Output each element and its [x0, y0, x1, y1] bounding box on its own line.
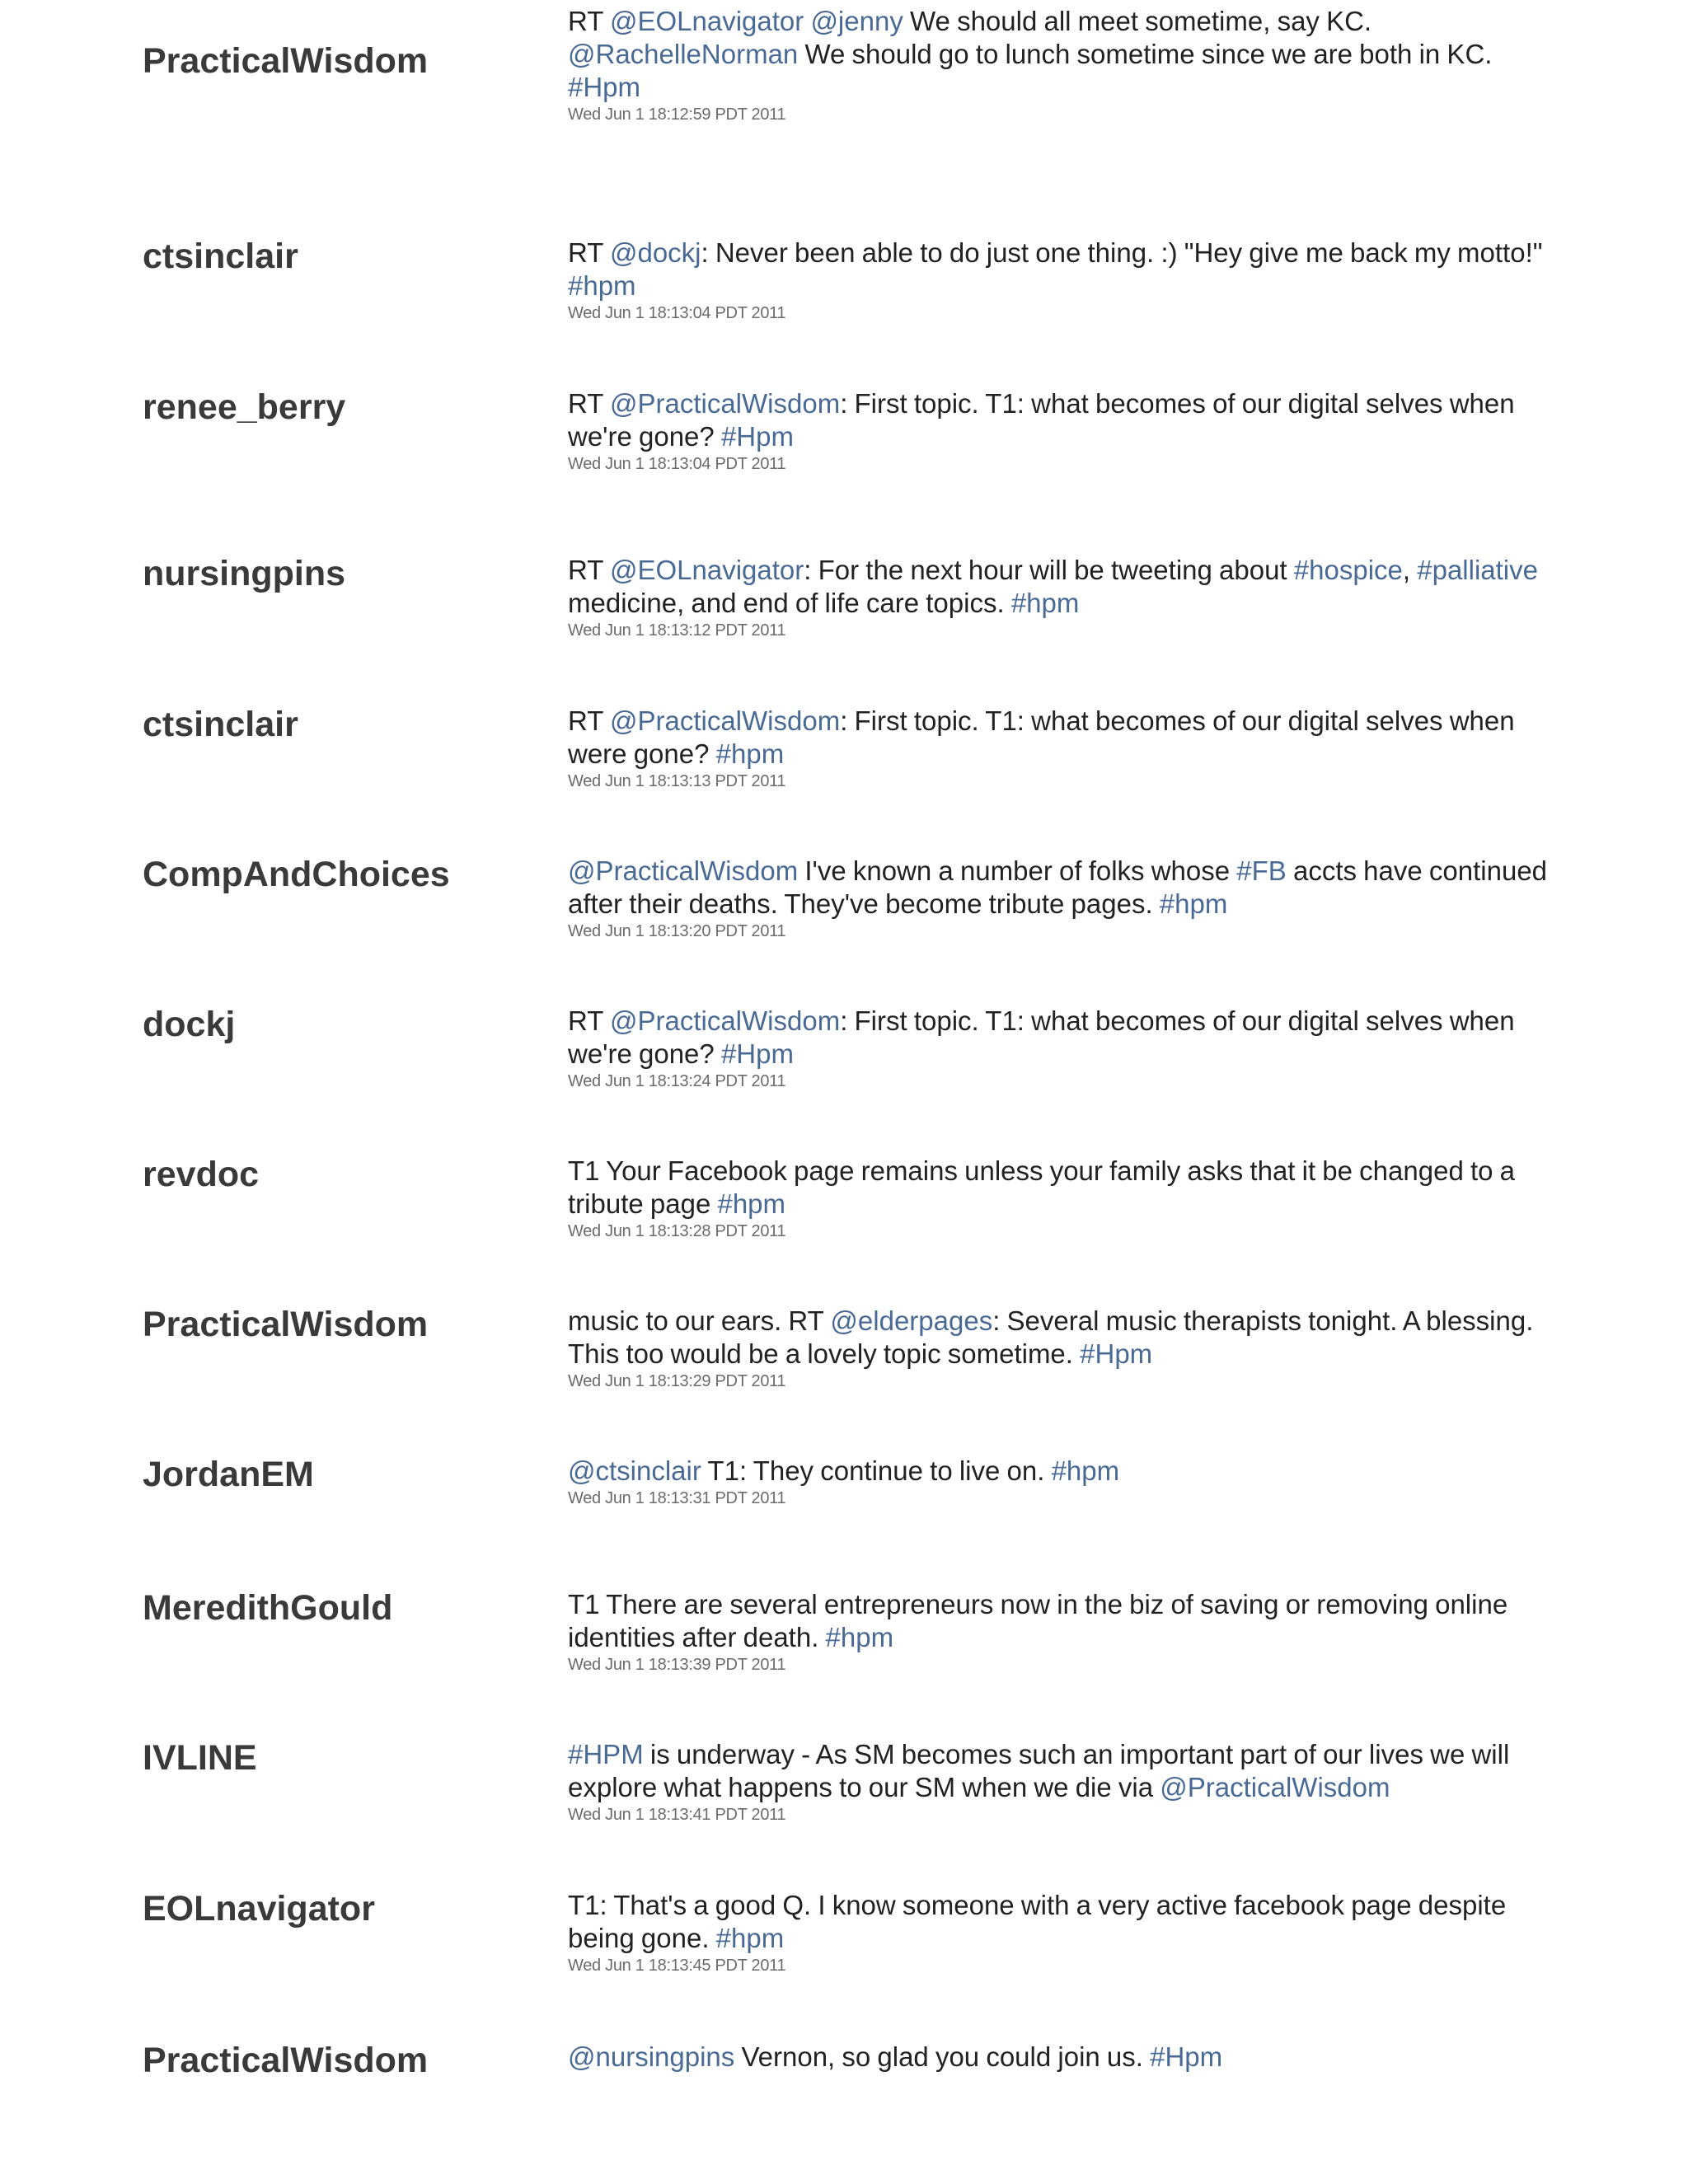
- tweet-text-line: [568, 1889, 1557, 1922]
- hashtag-link[interactable]: #hpm: [715, 738, 785, 769]
- tweet-text-segment: music to our ears. RT: [568, 1305, 831, 1336]
- tweet-author[interactable]: JordanEM: [143, 1455, 314, 1494]
- tweet-text-line: [568, 420, 1557, 453]
- tweet-text-line: [568, 71, 1557, 104]
- tweet-text-segment: we're gone?: [568, 1038, 721, 1069]
- tweet-text-line: [568, 1455, 1557, 1488]
- hashtag-link[interactable]: #Hpm: [720, 421, 794, 452]
- tweet-content: [568, 1155, 1557, 1241]
- tweet-text-segment: : First topic. T1: what becomes of our digital selves when: [840, 1005, 1515, 1036]
- mention-link[interactable]: @PracticalWisdom: [609, 388, 841, 419]
- tweet-text-segment: This too would be a lovely topic sometime.: [568, 1338, 1081, 1369]
- tweet-text-segment: : Several music therapists tonight. A blessing.: [992, 1305, 1534, 1336]
- tweet-author[interactable]: PracticalWisdom: [143, 1305, 429, 1344]
- tweet-text-segment: RT: [568, 6, 610, 36]
- tweet-content: [568, 855, 1557, 941]
- tweet-text: [568, 1738, 1557, 1804]
- mention-link[interactable]: @EOLnavigator: [609, 6, 804, 36]
- tweet-text-line: [568, 738, 1557, 771]
- tweet-content: [568, 705, 1557, 791]
- hashtag-link[interactable]: #hpm: [568, 270, 636, 301]
- tweet-content: [568, 1305, 1557, 1391]
- tweet-author[interactable]: PracticalWisdom: [143, 41, 429, 81]
- hashtag-link[interactable]: #Hpm: [1080, 1338, 1153, 1369]
- mention-link[interactable]: @PracticalWisdom: [609, 705, 841, 736]
- tweet-author[interactable]: ctsinclair: [143, 237, 298, 276]
- mention-link[interactable]: @nursingpins: [568, 2041, 735, 2072]
- tweet-timestamp: Wed Jun 1 18:13:31 PDT 2011: [568, 1489, 786, 1507]
- mention-link[interactable]: @EOLnavigator: [609, 555, 804, 585]
- tweet-text: [568, 5, 1557, 104]
- tweet-text-segment: : For the next hour will be tweeting about: [804, 555, 1294, 585]
- tweet-text-line: [568, 855, 1557, 888]
- mention-link[interactable]: @PracticalWisdom: [609, 1005, 841, 1036]
- tweet-author[interactable]: MeredithGould: [143, 1588, 393, 1628]
- mention-link[interactable]: @PracticalWisdom: [1160, 1772, 1390, 1802]
- tweet-text-segment: ,: [1402, 555, 1418, 585]
- tweet-content: [568, 1889, 1557, 1975]
- hashtag-link[interactable]: #hpm: [1010, 588, 1080, 618]
- hashtag-link[interactable]: #Hpm: [568, 72, 641, 102]
- tweet-author[interactable]: IVLINE: [143, 1738, 257, 1778]
- tweet-text-segment: RT: [568, 388, 610, 419]
- tweet-text: [568, 1889, 1557, 1955]
- tweet-text-segment: accts have continued: [1286, 855, 1548, 886]
- tweet-text-segment: We should all meet sometime, say KC.: [903, 6, 1372, 36]
- tweet-author[interactable]: CompAndChoices: [143, 855, 450, 894]
- tweet-text-line: [568, 5, 1557, 38]
- hashtag-link[interactable]: #hpm: [717, 1188, 786, 1219]
- tweet-text-segment: tribute page: [568, 1188, 718, 1219]
- hashtag-link[interactable]: #Hpm: [1150, 2041, 1223, 2072]
- tweet-text-segment: T1 There are several entrepreneurs now in the biz of saving or removing online: [568, 1589, 1508, 1619]
- tweet-text-segment: Vernon, so glad you could join us.: [734, 2041, 1151, 2072]
- tweet-text-segment: I've known a number of folks whose: [798, 855, 1237, 886]
- tweet-text-line: [568, 1922, 1557, 1955]
- tweet-text-segment: : First topic. T1: what becomes of our digital selves when: [840, 705, 1515, 736]
- tweet-text-line: [568, 1588, 1557, 1621]
- tweet-text-segment: : First topic. T1: what becomes of our digital selves when: [840, 388, 1515, 419]
- mention-link[interactable]: @jenny: [810, 6, 903, 36]
- tweet-text: [568, 1005, 1557, 1071]
- tweet-timestamp: Wed Jun 1 18:13:28 PDT 2011: [568, 1222, 786, 1240]
- tweet-text: [568, 855, 1557, 921]
- tweet-text-segment: T1 Your Facebook page remains unless your family asks that it be changed to a: [568, 1155, 1516, 1186]
- tweet-text-line: [568, 1038, 1557, 1071]
- tweet-text-line: [568, 1005, 1557, 1038]
- tweet-text-line: [568, 888, 1557, 921]
- tweet-text-line: [568, 237, 1557, 269]
- tweet-timestamp: Wed Jun 1 18:13:29 PDT 2011: [568, 1372, 786, 1390]
- tweet-content: [568, 1588, 1557, 1675]
- tweet-text-line: [568, 387, 1557, 420]
- tweet-text-segment: after their deaths. They've become tribute pages.: [568, 888, 1160, 919]
- hashtag-link[interactable]: #FB: [1236, 855, 1287, 886]
- tweet-text-line: [568, 1738, 1557, 1771]
- hashtag-link[interactable]: #palliative: [1417, 555, 1538, 585]
- tweet-timestamp: Wed Jun 1 18:13:04 PDT 2011: [568, 455, 786, 473]
- tweet-text-segment: were gone?: [568, 738, 716, 769]
- tweet-text-segment: RT: [568, 237, 610, 268]
- tweet-text-line: [568, 705, 1557, 738]
- tweet-content: [568, 5, 1557, 124]
- tweet-timestamp: Wed Jun 1 18:13:04 PDT 2011: [568, 304, 786, 322]
- tweet-text-line: [568, 1155, 1557, 1188]
- tweet-text-segment: T1: They continue to live on.: [701, 1455, 1052, 1486]
- hashtag-link[interactable]: #Hpm: [720, 1038, 794, 1069]
- tweet-text-segment: medicine, and end of life care topics.: [568, 588, 1011, 618]
- tweet-timestamp: Wed Jun 1 18:13:20 PDT 2011: [568, 922, 786, 940]
- hashtag-link[interactable]: #hpm: [1159, 888, 1228, 919]
- tweet-text-line: [568, 1771, 1557, 1804]
- tweet-author[interactable]: PracticalWisdom: [143, 2041, 429, 2080]
- tweet-text-segment: is underway - As SM becomes such an important part of our lives we will: [643, 1739, 1510, 1769]
- tweet-author[interactable]: nursingpins: [143, 554, 346, 593]
- tweet-author[interactable]: ctsinclair: [143, 705, 298, 744]
- tweet-author[interactable]: renee_berry: [143, 387, 346, 427]
- tweet-text-segment: RT: [568, 705, 610, 736]
- hashtag-link[interactable]: #HPM: [568, 1739, 644, 1769]
- tweet-text: [568, 554, 1557, 620]
- tweet-author[interactable]: dockj: [143, 1005, 236, 1044]
- tweet-timestamp: Wed Jun 1 18:13:12 PDT 2011: [568, 621, 786, 640]
- mention-link[interactable]: @dockj: [609, 237, 701, 268]
- tweet-text-segment: RT: [568, 1005, 610, 1036]
- tweet-text-segment: We should go to lunch sometime since we are both in KC.: [798, 39, 1493, 69]
- tweet-text-line: [568, 1338, 1557, 1371]
- tweet-text: [568, 2041, 1557, 2074]
- mention-link[interactable]: @ctsinclair: [568, 1455, 701, 1486]
- mention-link[interactable]: @elderpages: [830, 1305, 993, 1336]
- tweet-text: [568, 1155, 1557, 1221]
- mention-link[interactable]: @PracticalWisdom: [568, 855, 799, 886]
- tweet-content: [568, 554, 1557, 640]
- tweet-text-line: [568, 1188, 1557, 1221]
- tweet-text-segment: identities after death.: [568, 1622, 826, 1652]
- tweet-text-line: [568, 1621, 1557, 1654]
- tweet-text: [568, 1455, 1557, 1488]
- tweet-timestamp: Wed Jun 1 18:12:59 PDT 2011: [568, 105, 786, 124]
- tweet-text-line: [568, 554, 1557, 587]
- tweet-text: [568, 705, 1557, 771]
- hashtag-link[interactable]: #hpm: [715, 1923, 785, 1953]
- tweet-text-line: [568, 587, 1557, 620]
- tweet-text-segment: T1: That's a good Q. I know someone with a very active facebook page despite: [568, 1890, 1507, 1920]
- hashtag-link[interactable]: #hpm: [1051, 1455, 1120, 1486]
- tweet-text: [568, 237, 1557, 302]
- tweet-timestamp: Wed Jun 1 18:13:45 PDT 2011: [568, 1957, 786, 1975]
- tweet-content: [568, 387, 1557, 474]
- tweet-text-line: [568, 38, 1557, 71]
- tweet-text-segment: : Never been able to do just one thing. :) "Hey give me back my motto!": [701, 237, 1543, 268]
- tweet-content: [568, 1005, 1557, 1091]
- hashtag-link[interactable]: #hpm: [825, 1622, 894, 1652]
- tweet-text-line: [568, 269, 1557, 302]
- hashtag-link[interactable]: #hospice: [1293, 555, 1403, 585]
- tweet-text: [568, 1305, 1557, 1371]
- tweet-content: [568, 237, 1557, 323]
- tweet-text-segment: being gone.: [568, 1923, 716, 1953]
- tweet-text-line: [568, 1305, 1557, 1338]
- tweet-text-segment: explore what happens to our SM when we die via: [568, 1772, 1160, 1802]
- tweet-timestamp: Wed Jun 1 18:13:13 PDT 2011: [568, 772, 786, 790]
- tweet-timestamp: Wed Jun 1 18:13:24 PDT 2011: [568, 1072, 786, 1090]
- tweet-content: [568, 1455, 1557, 1508]
- tweet-content: [568, 2041, 1557, 2074]
- tweet-text-segment: we're gone?: [568, 421, 721, 452]
- tweet-text: [568, 1588, 1557, 1654]
- tweet-text-segment: RT: [568, 555, 610, 585]
- tweet-timestamp: Wed Jun 1 18:13:41 PDT 2011: [568, 1806, 786, 1824]
- tweet-author[interactable]: EOLnavigator: [143, 1889, 375, 1929]
- tweet-content: [568, 1738, 1557, 1825]
- tweet-timestamp: Wed Jun 1 18:13:39 PDT 2011: [568, 1656, 786, 1674]
- tweet-text-line: [568, 2041, 1557, 2074]
- mention-link[interactable]: @RachelleNorman: [568, 39, 799, 69]
- tweet-text: [568, 387, 1557, 453]
- tweet-author[interactable]: revdoc: [143, 1155, 260, 1194]
